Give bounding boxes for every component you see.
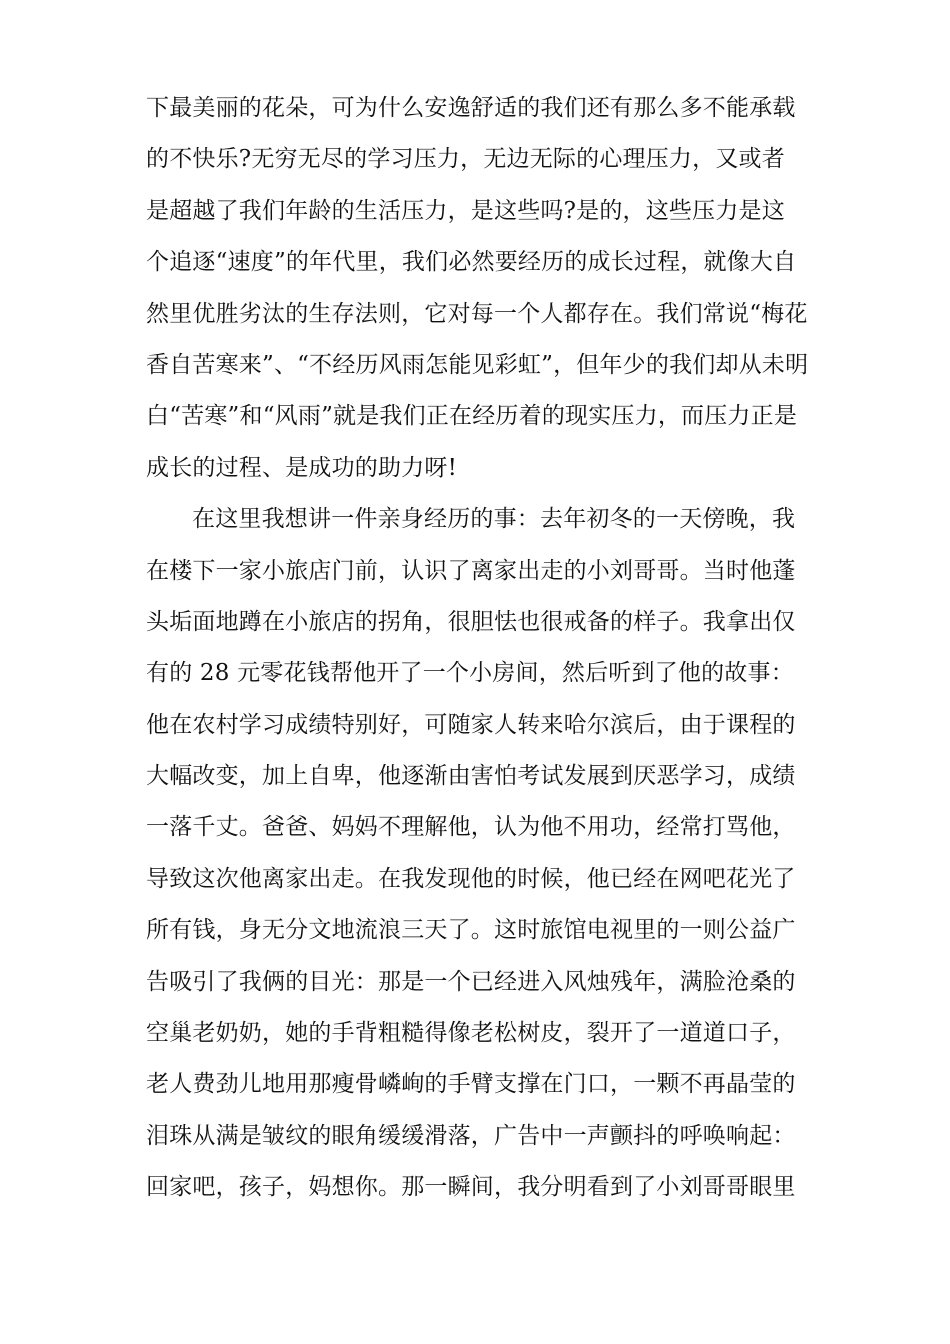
text-line: 成长的过程、是成功的助力呀! [146, 454, 458, 481]
text-line: 白“苦寒”和“风雨”就是我们正在经历着的现实压力，而压力正是 [146, 403, 798, 430]
text-line: 所有钱，身无分文地流浪三天了。这时旅馆电视里的一则公益广 [146, 917, 796, 944]
text-line: 空巢老奶奶，她的手背粗糙得像老松树皮，裂开了一道道口子， [146, 1020, 796, 1047]
text-line: 老人费劲儿地用那瘦骨嶙峋的手臂支撑在门口，一颗不再晶莹的 [146, 1071, 796, 1098]
text-line: 在楼下一家小旅店门前，认识了离家出走的小刘哥哥。当时他蓬 [146, 557, 796, 584]
text-line: 下最美丽的花朵，可为什么安逸舒适的我们还有那么多不能承载 [146, 95, 796, 121]
text-line: 一落千丈。爸爸、妈妈不理解他，认为他不用功，经常打骂他， [146, 814, 796, 841]
text-line: 回家吧，孩子，妈想你。那一瞬间，我分明看到了小刘哥哥眼里 [146, 1174, 796, 1201]
body-text [146, 88, 826, 1219]
text-line: 香自苦寒来”、“不经历风雨怎能见彩虹”，但年少的我们却从未明 [146, 351, 809, 378]
text-line: 有的 28 元零花钱帮他开了一个小房间，然后听到了他的故事： [146, 660, 794, 687]
text-line: 是超越了我们年龄的生活压力，是这些吗?是的，这些压力是这 [146, 197, 785, 224]
text-line: 导致这次他离家出走。在我发现他的时候，他已经在网吧花光了 [146, 865, 796, 892]
text-line: 泪珠从满是皱纹的眼角缓缓滑落，广告中一声颤抖的呼唤响起： [146, 1122, 796, 1149]
text-line: 告吸引了我俩的目光：那是一个已经进入风烛残年，满脸沧桑的 [146, 968, 796, 995]
text-line: 个追逐“速度”的年代里，我们必然要经历的成长过程，就像大自 [146, 249, 797, 276]
text-line: 大幅改变，加上自卑，他逐渐由害怕考试发展到厌恶学习，成绩 [146, 763, 796, 790]
text-line: 然里优胜劣汰的生存法则，它对每一个人都存在。我们常说“梅花 [146, 300, 808, 327]
text-line: 的不快乐?无穷无尽的学习压力，无边无际的心理压力，又或者 [146, 146, 785, 173]
paragraph-first-line: 在这里我想讲一件亲身经历的事：去年初冬的一天傍晚，我 [192, 506, 796, 533]
text-line: 他在农村学习成绩特别好，可随家人转来哈尔滨后，由于课程的 [146, 711, 796, 738]
text-line: 头垢面地蹲在小旅店的拐角，很胆怯也很戒备的样子。我拿出仅 [146, 608, 796, 635]
